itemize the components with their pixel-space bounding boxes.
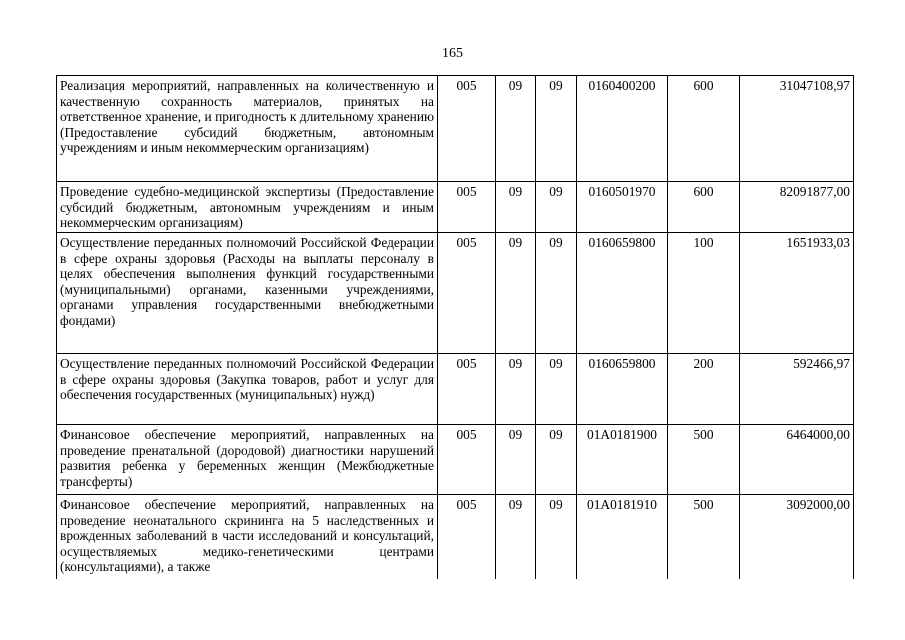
row-description: Осуществление переданных полномочий Российской Федерации в сфере охраны здоровья (Расходы на выплаты персоналу в целях обеспечения выполнения функций государственными (муниципальными) органами, казенными учреждениями, органами управления государственными внебюджетными фондами) (57, 233, 438, 354)
row-description: Финансовое обеспечение мероприятий, направленных на проведение неонатального скрининга на 5 наследственных и врожденных заболеваний в части исследований и консультаций, осуществляемых медико-генетическими центрами (консультациями), а также (57, 495, 438, 579)
row-target-article-code: 0160501970 (577, 182, 668, 233)
row-amount: 82091877,00 (740, 182, 854, 233)
row-amount: 1651933,03 (740, 233, 854, 354)
table-row (57, 425, 854, 495)
row-description: Осуществление переданных полномочий Российской Федерации в сфере охраны здоровья (Закупка товаров, работ и услуг для обеспечения государственных (муниципальных) нужд) (57, 354, 438, 425)
budget-table-body (57, 76, 854, 579)
row-expense-type-code: 100 (668, 233, 740, 354)
row-grbs-code: 005 (438, 425, 496, 495)
row-amount: 3092000,00 (740, 495, 854, 579)
row-subsection-code: 09 (536, 354, 577, 425)
row-section-code: 09 (496, 354, 536, 425)
row-subsection-code: 09 (536, 425, 577, 495)
row-subsection-code: 09 (536, 182, 577, 233)
row-section-code: 09 (496, 425, 536, 495)
row-target-article-code: 0160659800 (577, 233, 668, 354)
row-description: Реализация мероприятий, направленных на количественную и качественную сохранность материалов, принятых на ответственное хранение, и пригодность к длительному хранению (Предоставление субсидий бюджетным, автономным учреждениям и иным некоммерческим организациям) (57, 76, 438, 182)
row-grbs-code: 005 (438, 233, 496, 354)
budget-table (56, 75, 854, 579)
row-expense-type-code: 600 (668, 76, 740, 182)
row-target-article-code: 0160400200 (577, 76, 668, 182)
row-grbs-code: 005 (438, 354, 496, 425)
row-description: Финансовое обеспечение мероприятий, направленных на проведение пренатальной (дородовой) диагностики нарушений развития ребенка у беременных женщин (Межбюджетные трансферты) (57, 425, 438, 495)
table-row (57, 233, 854, 354)
row-grbs-code: 005 (438, 76, 496, 182)
row-subsection-code: 09 (536, 233, 577, 354)
table-row (57, 495, 854, 579)
row-expense-type-code: 500 (668, 425, 740, 495)
row-amount: 6464000,00 (740, 425, 854, 495)
row-section-code: 09 (496, 233, 536, 354)
row-subsection-code: 09 (536, 495, 577, 579)
row-expense-type-code: 600 (668, 182, 740, 233)
row-amount: 31047108,97 (740, 76, 854, 182)
table-row (57, 182, 854, 233)
row-section-code: 09 (496, 495, 536, 579)
row-subsection-code: 09 (536, 76, 577, 182)
row-section-code: 09 (496, 76, 536, 182)
page-number: 165 (442, 46, 463, 61)
row-amount: 592466,97 (740, 354, 854, 425)
table-row (57, 76, 854, 182)
row-target-article-code: 0160659800 (577, 354, 668, 425)
row-target-article-code: 01А0181900 (577, 425, 668, 495)
row-grbs-code: 005 (438, 495, 496, 579)
table-row (57, 354, 854, 425)
row-description: Проведение судебно-медицинской экспертизы (Предоставление субсидий бюджетным, автономным учреждениям и иным некоммерческим организациям) (57, 182, 438, 233)
row-section-code: 09 (496, 182, 536, 233)
row-expense-type-code: 200 (668, 354, 740, 425)
row-grbs-code: 005 (438, 182, 496, 233)
row-target-article-code: 01А0181910 (577, 495, 668, 579)
row-expense-type-code: 500 (668, 495, 740, 579)
